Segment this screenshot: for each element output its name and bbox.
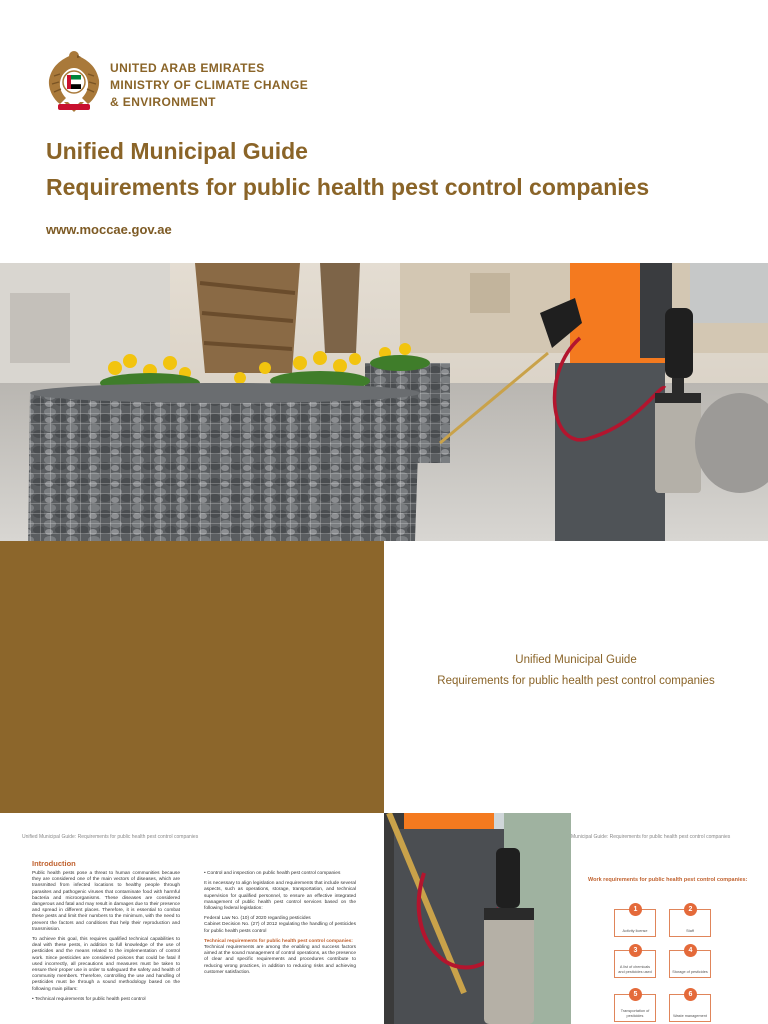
requirement-item (669, 947, 711, 978)
work-requirements-page (571, 813, 768, 1024)
intro-paragraph-1: Public health pests pose a threat to human communities because they are considered one of the main vectors of diseases, which are transmitted from infected locations to healthy people through parasites and pathogenic viruses that contaminate food with harmful bacteria and microorganisms. These diseases are considered dangerous and fatal and may result in damages due to their presence and spread in different places. Therefore, it is essential to combat these pests and limit their numbers to the minimum, with the need to prevent the factors and conditions that help their reproduction and transmission. (32, 871, 180, 932)
requirement-item (669, 991, 711, 1022)
requirement-label: A list of chemicals and pesticides used (618, 965, 652, 974)
requirement-number: 1 (629, 903, 642, 916)
pest-control-worker-image (0, 263, 768, 541)
requirement-item (614, 906, 656, 937)
cover-header (0, 0, 768, 263)
requirement-item (669, 906, 711, 937)
section-title-panel (384, 541, 768, 813)
intro-bullet-1: • Technical requirements for public health pest control (32, 996, 146, 1002)
intro-paragraph-2: To achieve this goal, this requires qualified technical capabilities to deal with these pests, in addition to full knowledge of the use of pesticides and the means related to the implementation of control work. Since pesticides are considered poisons that could be fatal if used incorrectly, all precautions and measures must be taken to ensure their proper use in order to safeguard the safety and health of community members. Therefore, controlling the use and handling of pesticides must be through a sound methodology based on the following main pillars: (32, 937, 180, 992)
technical-requirements-paragraph: Technical requirements are among the enabling and success factors aimed at the sound management of control operations, as the presence of clear and specific requirements and procedures contribute to reducing wrong practices, in addition to reducing risks and achieving customer satisfaction. (204, 945, 356, 975)
gold-color-block (0, 541, 384, 813)
requirement-label: Storage of pesticides (672, 969, 708, 974)
intro-column-1 (32, 871, 180, 1007)
requirement-item (614, 991, 656, 1022)
requirement-label: Transportation of pesticides (620, 1009, 650, 1018)
running-header-right: Municipal Guide: Requirements for public health pest control companies (571, 834, 731, 840)
requirement-label: Activity license (622, 928, 648, 933)
uae-emblem-icon (46, 46, 102, 116)
ministry-line-2: MINISTRY OF CLIMATE CHANGE (110, 78, 309, 92)
requirement-number: 2 (684, 903, 697, 916)
work-requirements-heading: Work requirements for public health pest control companies: (588, 877, 748, 883)
intro-bullet-2: • Control and inspection on public health pest control companies (204, 871, 341, 876)
requirement-label: Waste management (673, 1013, 707, 1018)
requirement-item (614, 947, 656, 978)
requirement-number: 5 (629, 988, 642, 1001)
technical-requirements-heading: Technical requirements for public health pest control companies: (204, 938, 353, 944)
requirement-number: 3 (629, 944, 642, 957)
requirement-number: 4 (684, 944, 697, 957)
introduction-page (0, 813, 384, 1024)
legislation-paragraph: It is necessary to align legislation and requirements that include several aspects, such as operations, storage, transportation, and technical supervision for qualified personnel, to ensure an effective integrated management of public health pest control services based on the following federal legislation: (204, 881, 356, 912)
website-link[interactable]: www.moccae.gov.ae (46, 222, 172, 237)
guide-title: Unified Municipal Guide (46, 138, 308, 164)
requirement-label: Staff (686, 928, 694, 933)
federal-law: Federal Law No. (10) of 2020 regarding pesticides (204, 916, 311, 922)
sprayer-photo (384, 813, 571, 1024)
running-header: Unified Municipal Guide: Requirements for public health pest control companies (22, 834, 199, 840)
cabinet-decision: Cabinet Decision No. (27) of 2012 regulating the handling of pesticides for public health pests control (204, 922, 356, 934)
ministry-line-1: UNITED ARAB EMIRATES (110, 61, 265, 75)
intro-column-2 (204, 871, 356, 980)
ministry-line-3: & ENVIRONMENT (110, 95, 216, 109)
requirement-number: 6 (684, 988, 697, 1001)
cover-photo (0, 263, 768, 541)
section-title: Unified Municipal Guide (515, 654, 637, 666)
introduction-heading: Introduction (32, 859, 76, 868)
guide-subtitle: Requirements for public health pest control companies (46, 174, 650, 200)
section-subtitle: Requirements for public health pest control companies (437, 675, 715, 687)
sprayer-closeup-image (384, 813, 571, 1024)
ministry-name (110, 60, 308, 111)
